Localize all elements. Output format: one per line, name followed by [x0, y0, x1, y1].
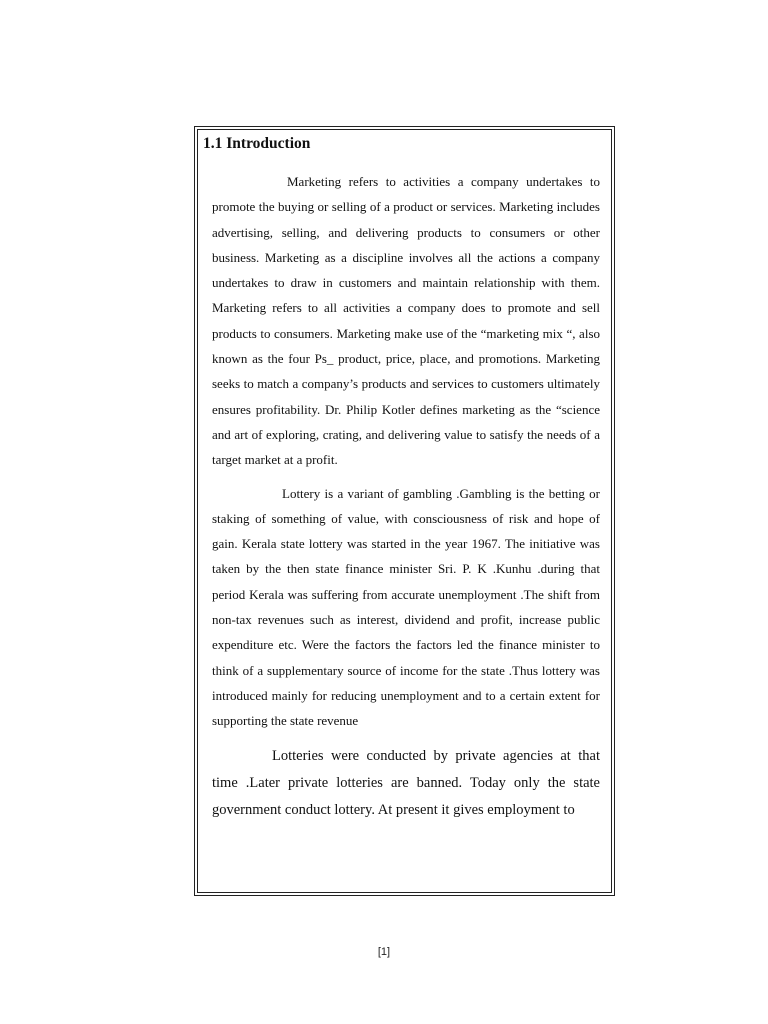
page-number: [1] [377, 946, 391, 958]
paragraph-marketing: Marketing refers to activities a company undertakes to promote the buying or selling of a product or services. Marketing includes advertising, selling, and delivering products to consumers or other business. Marketing as a discipline involves all the actions a company undertakes to draw in customers and maintain relationship with them. Marketing refers to all activities a company does to promote and sell products to consumers. Marketing make use of the “marketing mix “, also known as the four Ps_ product, price, place, and promotions. Marketing seeks to match a company’s products and services to customers ultimately ensures profitability. Dr. Philip Kotler defines marketing as the “science and art of exploring, crating, and delivering value to satisfy the needs of a target market at a profit. [212, 174, 600, 468]
page-border-frame [194, 126, 615, 896]
paragraph-lottery: Lottery is a variant of gambling .Gambling is the betting or staking of something of value, with consciousness of risk and hope of gain. Kerala state lottery was started in the year 1967. The initiative was taken by the then state finance minister Sri. P. K .Kunhu .during that period Kerala was suffering from accurate unemployment .The shift from non-tax revenues such as interest, dividend and profit, increase public expenditure etc. Were the factors the factors led the finance minister to think of a supplementary source of income for the state .Thus lottery was introduced mainly for reducing unemployment and to a certain extent for supporting the state revenue [212, 485, 600, 729]
section-heading: 1.1 Introduction [203, 135, 311, 152]
document-body [203, 131, 600, 824]
paragraph-private-lotteries: Lotteries were conducted by private agencies at that time .Later private lotteries are banned. Today only the state government conduct lottery. At present it gives employment to [212, 747, 600, 818]
